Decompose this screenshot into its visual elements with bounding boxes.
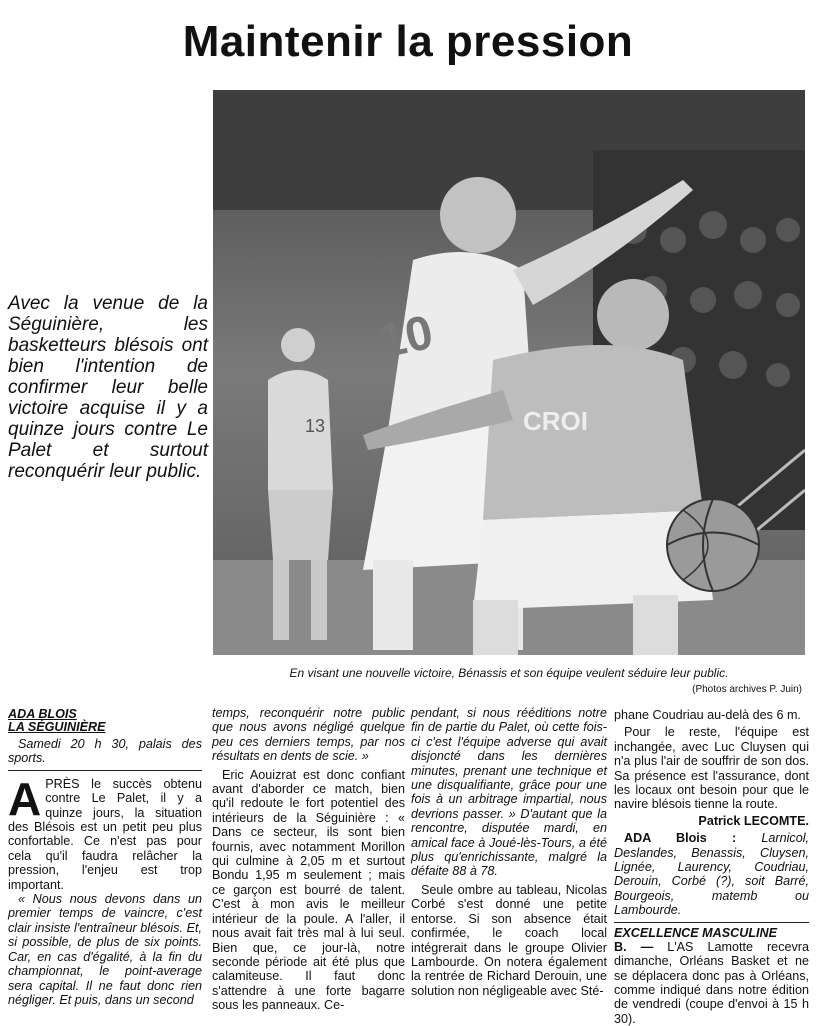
author-signature: Patrick LECOMTE. bbox=[698, 813, 809, 828]
paragraph: Eric Aouizrat est donc confiant avant d'aborder ce match, bien qu'il redoute le fort potentiel des intérieurs de la Séguinière : « Dans ce secteur, ils sont bien fournis, avec notamment Morillon qui culmine à 2,05 m et surtout Bondu 1,95 m seulement ; mais ce garçon est bourré de talent. C'est à mon avis le meilleur intérieur de la poule. A l'aller, il nous avait fait très mal à lui seul. Bien que, ce jour-là, notre seconde période ait été plus que calamiteuse. Il faut donc s'attendre à une forte bagarre sous les panneaux. Ce- bbox=[212, 767, 405, 1013]
paragraph-text: L'AS Lamotte recevra dimanche, Orléans Basket et ne se déplacera donc pas à Orléans, comme indiqué dans notre édition de vendredi (coupe d'envoi à 15 h 30). bbox=[614, 939, 809, 1026]
headline: Maintenir la pression bbox=[182, 17, 634, 66]
quote-paragraph: temps, reconquérir notre public que nous avons négligé quelque peu ces derniers temps, par nos résultats en dents de scie. » bbox=[212, 706, 405, 764]
paragraph-text: PRÈS le succès obtenu contre Le Palet, il y a quinze jours, la situation des Blésois est un petit peu plus confortable. Ce n'est pas pour cela qu'il faudra relâcher la pression, l'enjeu est trop important. bbox=[8, 776, 202, 892]
roster-list: Larnicol, Deslandes, Benassis, Cluysen, Lignée, Laurency, Coudriau, Derouin, Corbé (?), soit Barré, Bourgeois, matemb ou Lambourde. bbox=[614, 831, 809, 918]
paragraph: Seule ombre au tableau, Nicolas Corbé s'est donné une petite entorse. Si son absence était confirmée, le coach local intégrerait dans le groupe Olivier Lambourde. On notera également la rentrée de Richard Derouin, une solution non négligeable avec Sté- bbox=[411, 882, 607, 998]
article-column-2 bbox=[212, 706, 405, 1013]
paragraph: phane Coudriau au-delà des 6 m. bbox=[614, 708, 801, 722]
basketball-photo bbox=[213, 90, 805, 655]
jersey-number-left: 13 bbox=[305, 416, 326, 436]
drop-cap: A bbox=[8, 772, 42, 825]
paragraph: Pour le reste, l'équipe est inchangée, avec Luc Cluysen qui n'a plus l'air de souffrir de son dos. Sa présence est l'assurance, dont les locaux ont besoin pour que le navire blésois tienne la route. bbox=[614, 725, 809, 812]
jersey-number-center: 10 bbox=[374, 305, 438, 369]
section-lead: B. — bbox=[614, 939, 668, 954]
divider bbox=[614, 922, 809, 923]
photo-caption: En visant une nouvelle victoire, Bénassis et son équipe veulent séduire leur public. bbox=[289, 666, 729, 680]
article-column-4 bbox=[614, 708, 809, 1026]
quote-paragraph: « Nous nous devons dans un premier temps de vaincre, c'est clair insiste l'entraîneur blésois. Et, si possible, de plus de six points. Car, en cas d'égalité, à la fin du championnat, le point-average sera capital. Il ne faut donc rien négliger. Et puis, dans un second bbox=[8, 892, 202, 1007]
quote-paragraph: pendant, si nous rééditions notre fin de partie du Palet, où cette fois-ci c'est l'équipe adverse qui avait disjoncté dans les dernières minutes, prenant une technique et une disqualifiante, grâce pour une fois à un arbitrage impartial, nous devrions passer. » D'autant que la rencontre, disputée mardi, en amical face à Joué-lès-Tours, a été plus qu'enrichissante, malgré la défaite 88 à 78. bbox=[411, 706, 607, 879]
article-column-3 bbox=[411, 706, 607, 998]
section-title-line1: EXCELLENCE MASCULINE bbox=[614, 925, 778, 940]
article-column-1 bbox=[8, 708, 202, 1007]
section-title-line1: ADA BLOIS bbox=[8, 707, 77, 721]
photo-credit: (Photos archives P. Juin) bbox=[692, 684, 802, 695]
basketball-icon bbox=[667, 499, 759, 591]
divider bbox=[8, 770, 202, 771]
paragraph bbox=[8, 772, 202, 892]
roster-label: ADA Blois : bbox=[624, 831, 737, 846]
paragraph bbox=[614, 940, 809, 1026]
jersey-text: CROI bbox=[523, 406, 588, 436]
match-schedule: Samedi 20 h 30, palais des sports. bbox=[8, 737, 202, 766]
intro-lead: Avec la venue de la Séguinière, les basketteurs blésois ont bien l'intention de confirmer leur belle victoire acquise il y a quinze jours contre Le Palet et surtout reconquérir leur public. bbox=[8, 293, 208, 482]
roster bbox=[614, 831, 809, 917]
photo-illustration bbox=[213, 90, 805, 655]
section-title-line2: LA SÉGUINIÈRE bbox=[8, 720, 106, 734]
